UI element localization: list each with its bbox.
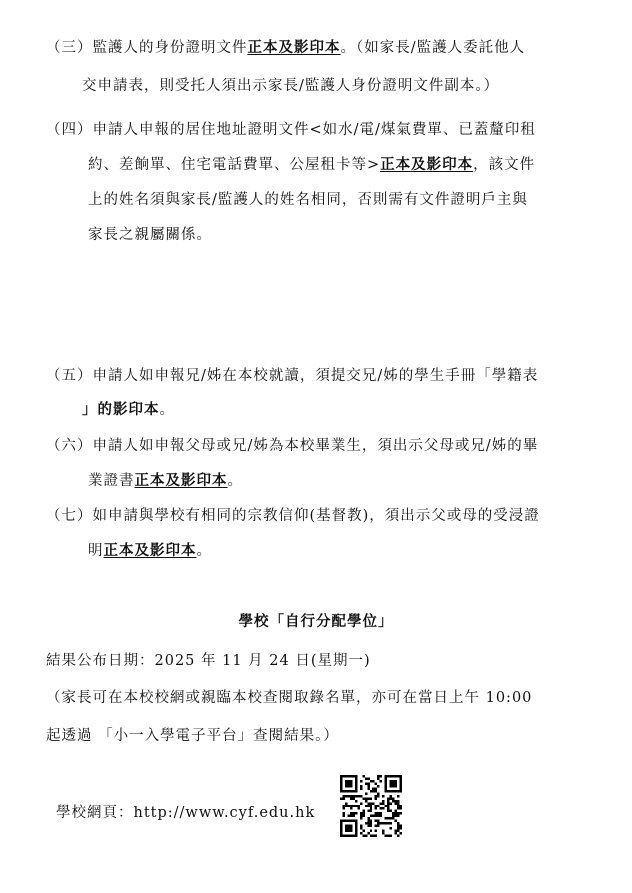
original-and-copy-emphasis: 正本及影印本 bbox=[380, 156, 474, 173]
item-4-line-3: 上的姓名須與家長/監護人的姓名相同，否則需有文件證明戶主與 bbox=[88, 192, 528, 208]
item-4-line-2: 約、差餉單、住宅電話費單、公屋租卡等>正本及影印本，該文件 bbox=[88, 156, 536, 173]
item-4-line-4: 家長之親屬關係。 bbox=[88, 227, 212, 243]
item-7-line-1: （七）如申請與學校有相同的宗教信仰(基督教)，須出示父或母的受浸證 bbox=[46, 508, 540, 524]
result-note-line-1: （家長可在本校校網或親臨本校查閱取錄名單，亦可在當日上午 10:00 bbox=[46, 690, 533, 706]
qr-code-icon bbox=[340, 775, 402, 837]
result-note-line-2: 起透過 「小一入學電子平台」查閱結果。） bbox=[46, 728, 339, 744]
item-7-line-2: 明正本及影印本。 bbox=[88, 542, 212, 559]
copy-emphasis: 」的影印本 bbox=[82, 401, 160, 418]
result-date: 結果公布日期：2025 年 11 月 24 日(星期一) bbox=[46, 653, 371, 669]
original-and-copy-emphasis: 正本及影印本 bbox=[247, 39, 341, 56]
original-and-copy-emphasis: 正本及影印本 bbox=[134, 472, 228, 489]
school-website[interactable]: 學校網頁：http://www.cyf.edu.hk bbox=[56, 805, 316, 821]
item-5-line-2: 」的影印本。 bbox=[82, 401, 175, 418]
item-6-line-1: （六）申請人如申報父母或兄/姊為本校畢業生，須出示父母或兄/姊的畢 bbox=[46, 438, 539, 454]
allocation-heading: 學校「自行分配學位」 bbox=[238, 613, 394, 630]
item-6-line-2: 業證書正本及影印本。 bbox=[88, 472, 243, 489]
item-4-line-1: （四）申請人申報的居住地址證明文件<如水/電/煤氣費單、已蓋釐印租 bbox=[46, 122, 536, 138]
item-3-line-2: 交申請表，則受托人須出示家長/監護人身份證明文件副本。） bbox=[82, 78, 500, 94]
item-5-line-1: （五）申請人如申報兄/姊在本校就讀，須提交兄/姊的學生手冊「學籍表 bbox=[46, 368, 539, 384]
item-3-line-1: （三）監護人的身份證明文件正本及影印本。（如家長/監護人委託他人 bbox=[46, 39, 526, 56]
original-and-copy-emphasis: 正本及影印本 bbox=[103, 542, 197, 559]
